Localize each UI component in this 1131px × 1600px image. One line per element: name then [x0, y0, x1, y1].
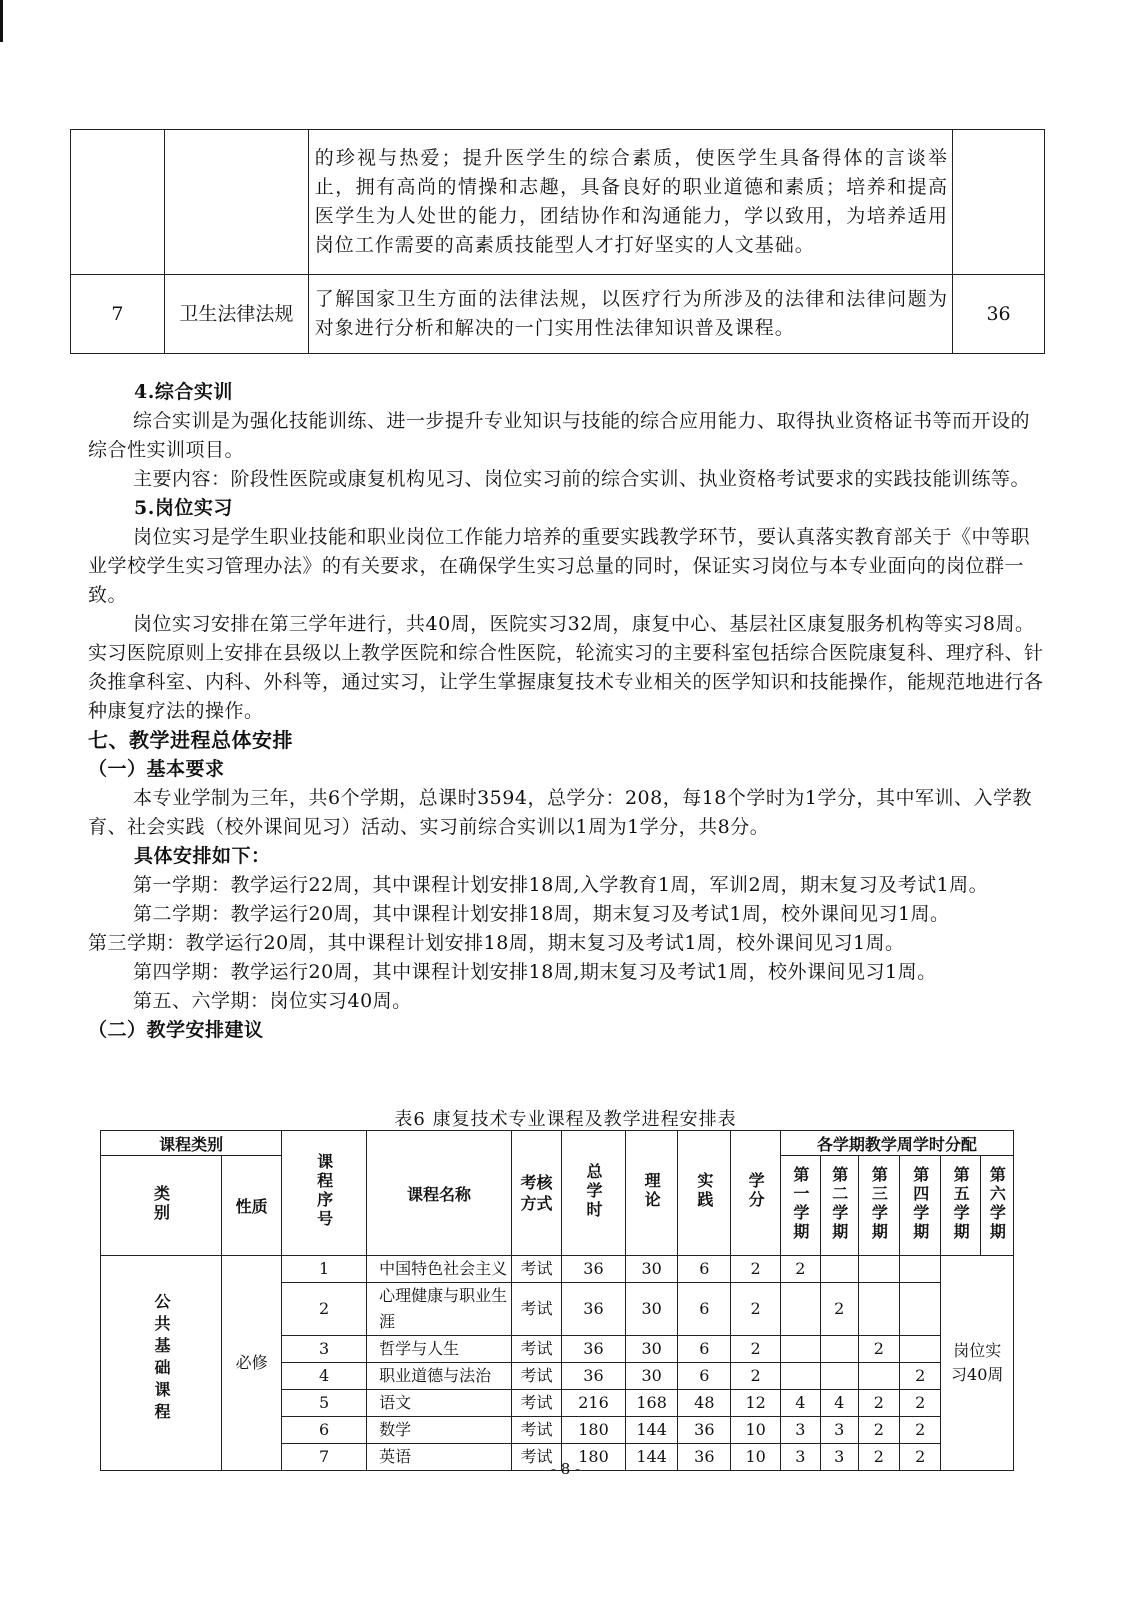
course-description: 的珍视与热爱；提升医学生的综合素质，使医学生具备得体的言谈举止，拥有高尚的情操和志趣，具备良好的职业道德和素质；培养和提高医学生为人处世的能力，团结协作和沟通能力，学以致用，为培养适用岗位工作需要的高素质技能型人才打好坚实的人文基础。	[308, 130, 952, 275]
schedule-table	[100, 1130, 1014, 1471]
cell-practice: 6	[678, 1336, 731, 1363]
cell-t1: 4	[780, 1390, 820, 1417]
header-seq: 课程序号	[282, 1131, 367, 1256]
cell-t2: 3	[820, 1417, 858, 1444]
cell-seq: 1	[282, 1256, 367, 1283]
cell-t4: 2	[900, 1363, 941, 1390]
cell-exam: 考试	[511, 1256, 561, 1283]
cell-t4: 2	[900, 1417, 941, 1444]
cell-practice: 36	[678, 1417, 731, 1444]
cell-t1	[780, 1283, 820, 1336]
cell-t4: 2	[900, 1390, 941, 1417]
header-credit: 学分	[731, 1131, 780, 1256]
cell-t1: 3	[780, 1444, 820, 1471]
cell-t4	[900, 1283, 941, 1336]
cell-exam: 考试	[511, 1283, 561, 1336]
paragraph: 主要内容：阶段性医院或康复机构见习、岗位实习前的综合实训、执业资格考试要求的实践技能训练等。	[133, 468, 1031, 490]
header-type: 类别	[101, 1156, 222, 1256]
cell-t4	[900, 1336, 941, 1363]
cell-name: 语文	[367, 1390, 512, 1417]
cell-total: 36	[561, 1256, 625, 1283]
chapter-heading: 七、教学进程总体安排	[88, 728, 293, 752]
cell-exam: 考试	[511, 1417, 561, 1444]
cell-t3	[858, 1256, 899, 1283]
paragraph: 第三学期：教学运行20周，其中课程计划安排18周，期末复习及考试1周，校外课间见习1周。	[88, 932, 905, 954]
course-description: 了解国家卫生方面的法律法规，以医疗行为所涉及的法律和法律问题为对象进行分析和解决的一门实用性法律知识普及课程。	[308, 275, 952, 354]
subsection-heading: （一）基本要求	[88, 758, 225, 780]
page-edge-mark	[0, 0, 3, 42]
cell-exam: 考试	[511, 1336, 561, 1363]
header-category: 课程类别	[101, 1131, 282, 1156]
cell-seq: 4	[282, 1363, 367, 1390]
cell-theory: 168	[625, 1390, 677, 1417]
header-distribution: 各学期教学周学时分配	[780, 1131, 1013, 1156]
cell-exam: 考试	[511, 1363, 561, 1390]
cell-t4	[900, 1256, 941, 1283]
table-row	[71, 275, 1045, 354]
cell-name: 中国特色社会主义	[367, 1256, 512, 1283]
cell-theory: 144	[625, 1417, 677, 1444]
cell-practice: 6	[678, 1256, 731, 1283]
cell-seq: 5	[282, 1390, 367, 1417]
header-term2: 第二学期	[820, 1156, 858, 1256]
cell-practice: 36	[678, 1444, 731, 1471]
cell-theory: 144	[625, 1444, 677, 1471]
document-body	[88, 378, 1048, 1045]
cell-credit: 2	[731, 1336, 780, 1363]
cell-exam: 考试	[511, 1390, 561, 1417]
cell-name: 英语	[367, 1444, 512, 1471]
cell-exam: 考试	[511, 1444, 561, 1471]
cell-t3: 2	[858, 1417, 899, 1444]
cell-credit: 2	[731, 1363, 780, 1390]
header-term5: 第五学期	[941, 1156, 980, 1256]
course-hours: 36	[953, 275, 1045, 354]
cell-name: 数学	[367, 1417, 512, 1444]
header-term3: 第三学期	[858, 1156, 899, 1256]
cell-total: 36	[561, 1363, 625, 1390]
cell-seq: 3	[282, 1336, 367, 1363]
subsection-heading: （二）教学安排建议	[88, 1019, 264, 1041]
cell-credit: 10	[731, 1417, 780, 1444]
cell-name: 哲学与人生	[367, 1336, 512, 1363]
cell-name: 心理健康与职业生涯	[367, 1283, 512, 1336]
cell-seq: 6	[282, 1417, 367, 1444]
cell-seq: 7	[282, 1444, 367, 1471]
section-heading: 5.岗位实习	[134, 497, 233, 519]
cell-t2	[820, 1256, 858, 1283]
cell-theory: 30	[625, 1336, 677, 1363]
course-name: 卫生法律法规	[164, 275, 308, 354]
cell-t4: 2	[900, 1444, 941, 1471]
cell-credit: 12	[731, 1390, 780, 1417]
cell-total: 180	[561, 1417, 625, 1444]
table-caption: 表6 康复技术专业课程及教学进程安排表	[394, 1109, 737, 1130]
cell-theory: 30	[625, 1363, 677, 1390]
course-number: 7	[71, 275, 165, 354]
cell-t3: 2	[858, 1336, 899, 1363]
paragraph: 本专业学制为三年，共6个学期，总课时3594，总学分：208，每18个学时为1学分，其中军训、入学教育、社会实践（校外课间见习）活动、实习前综合实训以1周为1学分，共8分。	[88, 787, 1032, 838]
internship-cell: 岗位实习40周	[941, 1256, 1014, 1471]
paragraph: 第五、六学期：岗位实习40周。	[133, 990, 412, 1012]
paragraph: 岗位实习是学生职业技能和职业岗位工作能力培养的重要实践教学环节，要认真落实教育部关于《中等职业学校学生实习管理办法》的有关要求，在确保学生实习总量的同时，保证实习岗位与本专业面向的岗位群一致。	[88, 526, 1031, 606]
paragraph-heading: 具体安排如下：	[134, 845, 271, 867]
header-term6: 第六学期	[980, 1156, 1013, 1256]
cell-t3	[858, 1283, 899, 1336]
cell-name: 职业道德与法治	[367, 1363, 512, 1390]
header-term1: 第一学期	[780, 1156, 820, 1256]
paragraph: 岗位实习安排在第三学年进行，共40周，医院实习32周，康复中心、基层社区康复服务机构等实习8周。实习医院原则上安排在县级以上教学医院和综合性医院，轮流实习的主要科室包括综合医院康复科、理疗科、针灸推拿科室、内科、外科等，通过实习，让学生掌握康复技术专业相关的医学知识和技能操作，能规范地进行各种康复疗法的操作。	[88, 613, 1044, 722]
cell-t1: 2	[780, 1256, 820, 1283]
cell-credit: 2	[731, 1283, 780, 1336]
paragraph: 综合实训是为强化技能训练、进一步提升专业知识与技能的综合应用能力、取得执业资格证书等而开设的综合性实训项目。	[88, 410, 1031, 461]
cell-credit: 10	[731, 1444, 780, 1471]
table-row	[101, 1256, 1014, 1283]
paragraph: 第四学期：教学运行20周，其中课程计划安排18周,期末复习及考试1周，校外课间见习1周。	[133, 961, 937, 983]
cell-seq: 2	[282, 1283, 367, 1336]
cell-t2: 4	[820, 1390, 858, 1417]
table-header-row	[101, 1131, 1014, 1156]
section-heading: 4.综合实训	[134, 381, 233, 403]
cell-t3: 2	[858, 1444, 899, 1471]
header-name: 课程名称	[367, 1131, 512, 1256]
cell-t2: 2	[820, 1283, 858, 1336]
header-exam: 考核 方式	[511, 1131, 561, 1256]
cell-t3	[858, 1363, 899, 1390]
cell-total: 216	[561, 1390, 625, 1417]
paragraph: 第一学期：教学运行22周，其中课程计划安排18周,入学教育1周，军训2周，期末复习及考试1周。	[133, 874, 989, 896]
cell-total: 36	[561, 1283, 625, 1336]
header-theory: 理论	[625, 1131, 677, 1256]
cell-t1: 3	[780, 1417, 820, 1444]
header-practice: 实践	[678, 1131, 731, 1256]
cell-credit: 2	[731, 1256, 780, 1283]
course-description-table	[70, 129, 1045, 354]
group-nature: 必修	[222, 1256, 282, 1471]
paragraph: 第二学期：教学运行20周，其中课程计划安排18周，期末复习及考试1周，校外课间见习1周。	[133, 903, 950, 925]
cell-t3: 2	[858, 1390, 899, 1417]
cell-t1	[780, 1336, 820, 1363]
cell-practice: 6	[678, 1283, 731, 1336]
cell-t2: 3	[820, 1444, 858, 1471]
cell-t2	[820, 1363, 858, 1390]
group-type: 公共基础课程	[101, 1256, 222, 1471]
schedule-body	[101, 1256, 1014, 1471]
cell-practice: 6	[678, 1363, 731, 1390]
cell-total: 180	[561, 1444, 625, 1471]
cell-t1	[780, 1363, 820, 1390]
cell-t2	[820, 1336, 858, 1363]
cell-theory: 30	[625, 1283, 677, 1336]
page-number: - 8 -	[550, 1460, 581, 1478]
cell-practice: 48	[678, 1390, 731, 1417]
header-nature: 性质	[222, 1156, 282, 1256]
table-row	[71, 130, 1045, 275]
header-total: 总学时	[561, 1131, 625, 1256]
header-term4: 第四学期	[900, 1156, 941, 1256]
cell-theory: 30	[625, 1256, 677, 1283]
cell-total: 36	[561, 1336, 625, 1363]
